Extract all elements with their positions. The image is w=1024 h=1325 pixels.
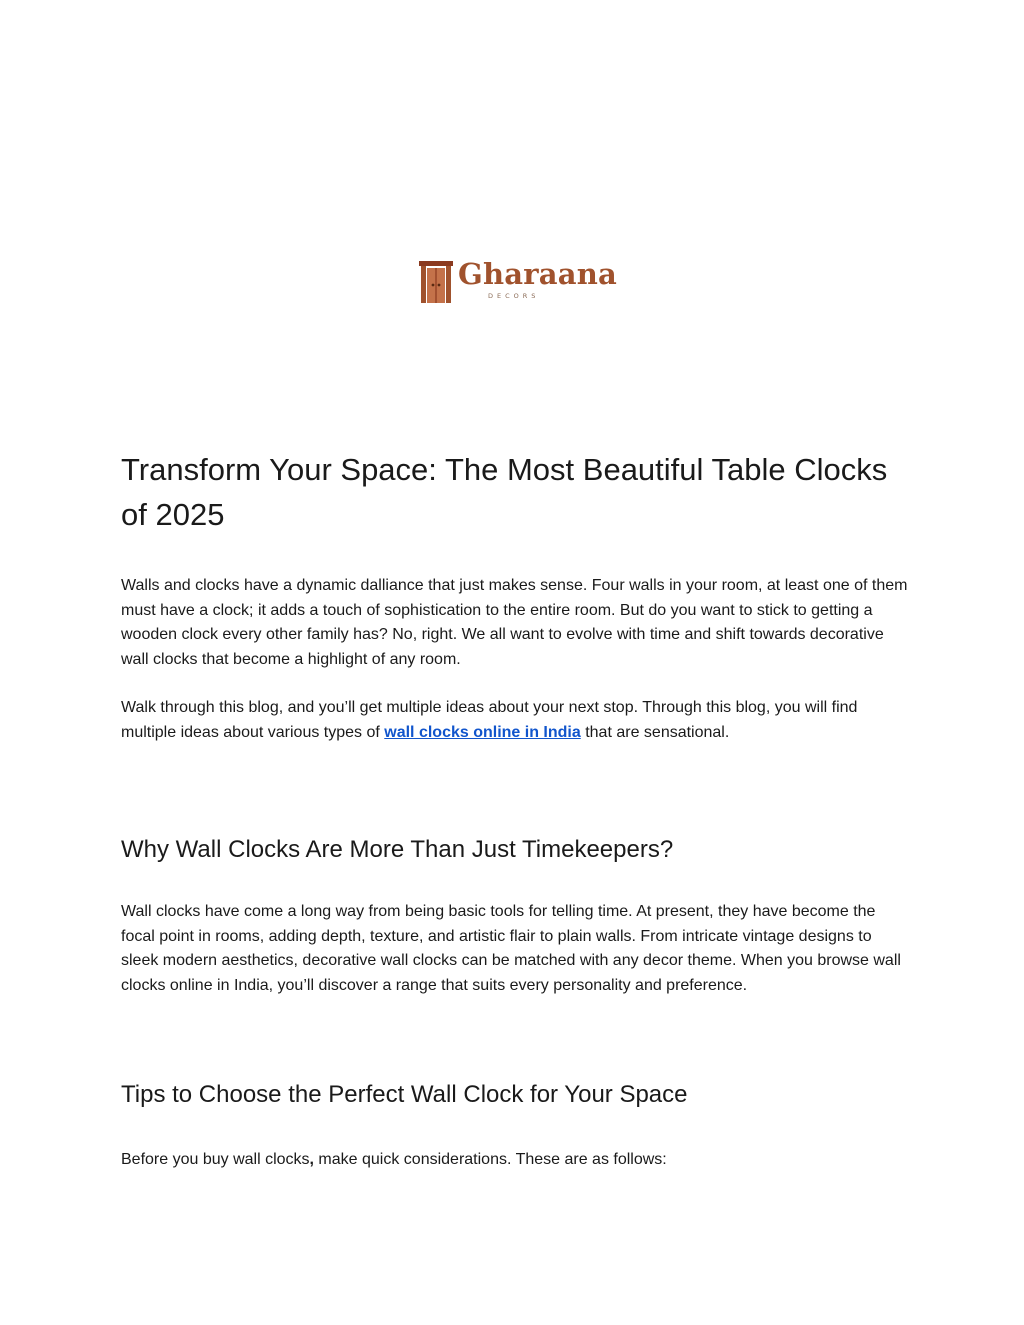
article-title: Transform Your Space: The Most Beautiful Table Clocks of 2025 bbox=[121, 452, 888, 532]
brand-logo bbox=[418, 257, 617, 306]
intro-paragraph-2 bbox=[121, 696, 911, 745]
brand-tagline: DECORS bbox=[488, 292, 540, 300]
section-2-text-after: make quick considerations. These are as follows: bbox=[313, 1151, 667, 1168]
section-heading-tips: Tips to Choose the Perfect Wall Clock for Your Space bbox=[121, 1081, 688, 1108]
door-logo-icon bbox=[418, 260, 454, 304]
section-2-comma: , bbox=[309, 1151, 314, 1168]
intro-2-text-before: Walk through this blog, and you’ll get multiple ideas about your next stop. Through this blog, you will find multiple ideas about various types of bbox=[121, 699, 858, 741]
intro-paragraph-1: Walls and clocks have a dynamic dalliance that just makes sense. Four walls in your room, at least one of them must have a clock; it adds a touch of sophistication to the entire room. But do you want to stick to getting a wooden clock every other family has? No, right. We all want to evolve with time and shift towards decorative wall clocks that become a highlight of any room. bbox=[121, 577, 908, 668]
section-1-paragraph: Wall clocks have come a long way from being basic tools for telling time. At present, they have become the focal point in rooms, adding depth, texture, and artistic flair to plain walls. From intricate vintage designs to sleek modern aesthetics, decorative wall clocks can be matched with any decor theme. When you browse wall clocks online in India, you’ll discover a range that suits every personality and preference. bbox=[121, 903, 901, 994]
section-2-paragraph bbox=[121, 1148, 911, 1173]
intro-2-text-after: that are sensational. bbox=[580, 723, 730, 741]
wall-clocks-online-link[interactable]: wall clocks online in India bbox=[384, 723, 581, 741]
brand-name: Gharaana bbox=[458, 257, 617, 291]
section-heading-why-wall-clocks: Why Wall Clocks Are More Than Just Timekeepers? bbox=[121, 836, 674, 863]
section-2-text-before: Before you buy wall clocks bbox=[121, 1151, 310, 1168]
